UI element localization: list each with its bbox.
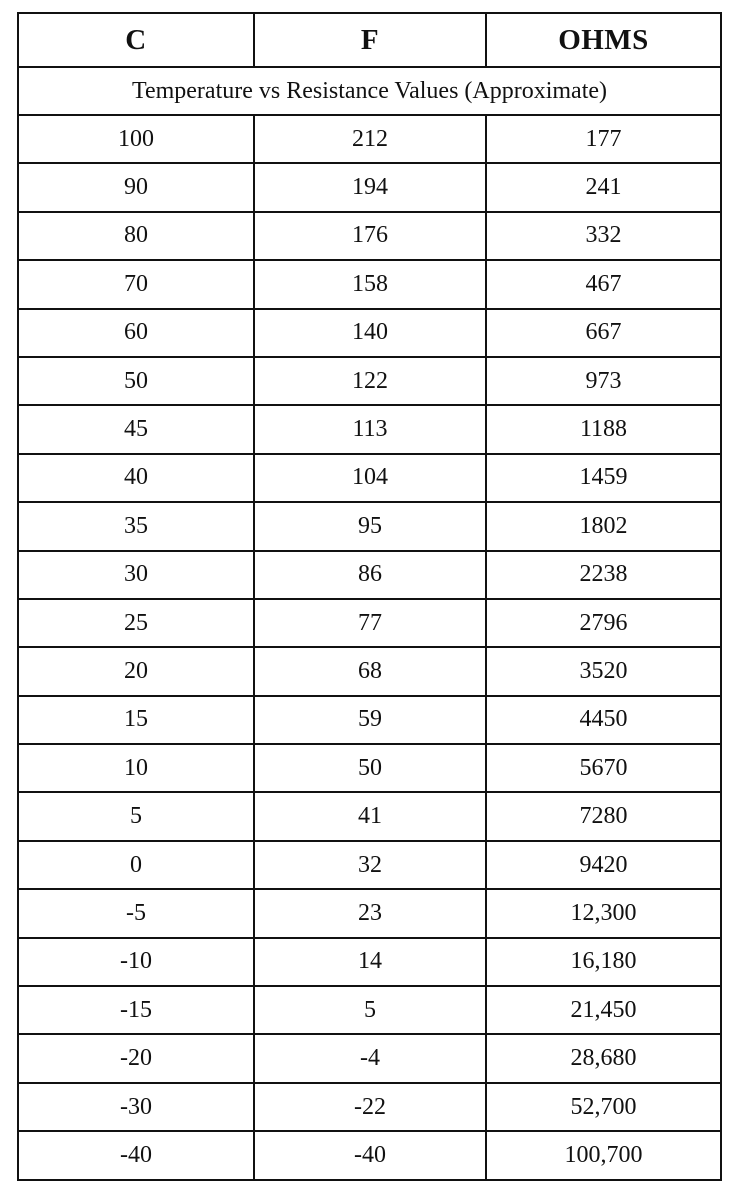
cell-celsius: -40 <box>18 1131 254 1179</box>
cell-ohms: 667 <box>486 309 721 357</box>
cell-ohms: 21,450 <box>486 986 721 1034</box>
cell-fahrenheit: 104 <box>254 454 486 502</box>
cell-celsius: 40 <box>18 454 254 502</box>
cell-celsius: 60 <box>18 309 254 357</box>
cell-ohms: 9420 <box>486 841 721 889</box>
header-row <box>18 13 721 67</box>
cell-fahrenheit: 59 <box>254 696 486 744</box>
cell-fahrenheit: 23 <box>254 889 486 937</box>
cell-ohms: 2796 <box>486 599 721 647</box>
cell-fahrenheit: 68 <box>254 647 486 695</box>
cell-fahrenheit: 5 <box>254 986 486 1034</box>
table-row <box>18 454 721 502</box>
cell-fahrenheit: -22 <box>254 1083 486 1131</box>
cell-celsius: 20 <box>18 647 254 695</box>
table-row <box>18 309 721 357</box>
table-row <box>18 551 721 599</box>
cell-ohms: 12,300 <box>486 889 721 937</box>
header-celsius: C <box>18 13 254 67</box>
table-row <box>18 938 721 986</box>
cell-fahrenheit: 158 <box>254 260 486 308</box>
cell-ohms: 28,680 <box>486 1034 721 1082</box>
cell-ohms: 467 <box>486 260 721 308</box>
table-header <box>18 13 721 115</box>
cell-fahrenheit: 50 <box>254 744 486 792</box>
table-row <box>18 1034 721 1082</box>
cell-ohms: 973 <box>486 357 721 405</box>
cell-celsius: 15 <box>18 696 254 744</box>
table-row <box>18 647 721 695</box>
cell-celsius: 80 <box>18 212 254 260</box>
temperature-resistance-table <box>17 12 722 1181</box>
cell-ohms: 177 <box>486 115 721 163</box>
cell-celsius: 10 <box>18 744 254 792</box>
table-row <box>18 889 721 937</box>
cell-celsius: 90 <box>18 163 254 211</box>
header-fahrenheit: F <box>254 13 486 67</box>
table-row <box>18 212 721 260</box>
cell-celsius: -5 <box>18 889 254 937</box>
cell-fahrenheit: 32 <box>254 841 486 889</box>
cell-fahrenheit: 176 <box>254 212 486 260</box>
table-row <box>18 260 721 308</box>
table-subtitle: Temperature vs Resistance Values (Approximate) <box>18 67 721 115</box>
cell-celsius: 30 <box>18 551 254 599</box>
table-row <box>18 696 721 744</box>
table-row <box>18 841 721 889</box>
cell-celsius: 50 <box>18 357 254 405</box>
cell-celsius: 100 <box>18 115 254 163</box>
cell-celsius: 70 <box>18 260 254 308</box>
table-row <box>18 502 721 550</box>
cell-ohms: 52,700 <box>486 1083 721 1131</box>
cell-celsius: -20 <box>18 1034 254 1082</box>
cell-ohms: 7280 <box>486 792 721 840</box>
table-row <box>18 163 721 211</box>
cell-celsius: 25 <box>18 599 254 647</box>
cell-fahrenheit: 194 <box>254 163 486 211</box>
cell-ohms: 241 <box>486 163 721 211</box>
cell-celsius: 0 <box>18 841 254 889</box>
cell-ohms: 332 <box>486 212 721 260</box>
table-row <box>18 1083 721 1131</box>
cell-fahrenheit: 113 <box>254 405 486 453</box>
cell-fahrenheit: 212 <box>254 115 486 163</box>
table-row <box>18 357 721 405</box>
cell-ohms: 4450 <box>486 696 721 744</box>
table-row <box>18 792 721 840</box>
table-row <box>18 115 721 163</box>
cell-fahrenheit: -40 <box>254 1131 486 1179</box>
cell-celsius: -30 <box>18 1083 254 1131</box>
cell-ohms: 1802 <box>486 502 721 550</box>
cell-celsius: 35 <box>18 502 254 550</box>
cell-fahrenheit: 14 <box>254 938 486 986</box>
cell-fahrenheit: 122 <box>254 357 486 405</box>
cell-fahrenheit: 140 <box>254 309 486 357</box>
table-row <box>18 599 721 647</box>
header-ohms: OHMS <box>486 13 721 67</box>
cell-celsius: -10 <box>18 938 254 986</box>
cell-celsius: 45 <box>18 405 254 453</box>
cell-ohms: 1459 <box>486 454 721 502</box>
subtitle-row <box>18 67 721 115</box>
cell-fahrenheit: -4 <box>254 1034 486 1082</box>
cell-ohms: 16,180 <box>486 938 721 986</box>
cell-ohms: 5670 <box>486 744 721 792</box>
cell-celsius: -15 <box>18 986 254 1034</box>
cell-ohms: 2238 <box>486 551 721 599</box>
cell-ohms: 3520 <box>486 647 721 695</box>
table-body <box>18 115 721 1180</box>
cell-fahrenheit: 95 <box>254 502 486 550</box>
table-row <box>18 405 721 453</box>
cell-celsius: 5 <box>18 792 254 840</box>
cell-fahrenheit: 86 <box>254 551 486 599</box>
cell-ohms: 1188 <box>486 405 721 453</box>
cell-fahrenheit: 41 <box>254 792 486 840</box>
table-row <box>18 986 721 1034</box>
cell-fahrenheit: 77 <box>254 599 486 647</box>
cell-ohms: 100,700 <box>486 1131 721 1179</box>
table-row <box>18 1131 721 1179</box>
table-row <box>18 744 721 792</box>
